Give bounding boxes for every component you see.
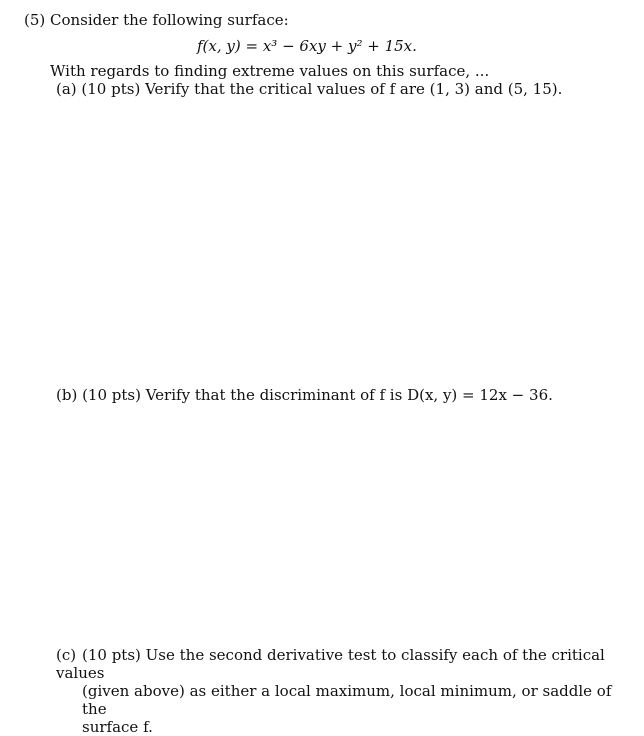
part-c-question: [56, 646, 616, 736]
part-c-line-2: (given above) as either a local maximum, local minimum, or saddle of the: [82, 682, 612, 718]
part-b-question: (b) (10 pts) Verify that the discriminant of f is D(x, y) = 12x − 36.: [56, 386, 553, 404]
part-c-line-3: surface f.: [82, 718, 153, 736]
part-c-label: (c): [56, 646, 77, 664]
problem-title: (5) Consider the following surface:: [24, 11, 289, 29]
surface-formula: f(x, y) = x³ − 6xy + y² + 15x.: [197, 37, 417, 55]
problem-intro: With regards to finding extreme values on this surface, ...: [50, 62, 490, 80]
part-c-line-1: (10 pts) Use the second derivative test to classify each of the critical values: [56, 646, 605, 682]
part-a-question: (a) (10 pts) Verify that the critical values of f are (1, 3) and (5, 15).: [56, 80, 563, 98]
